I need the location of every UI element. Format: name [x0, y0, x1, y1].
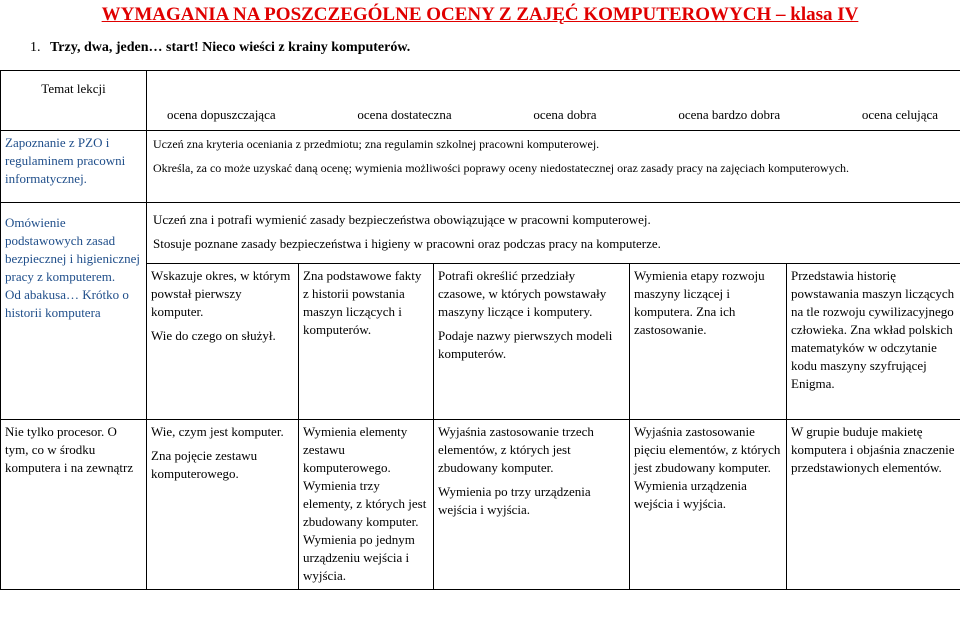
header-grade-3: ocena dobra — [533, 107, 597, 122]
grade-text: Wie, czym jest komputer. — [151, 424, 284, 439]
grade-cell: Przedstawia historię powstawania maszyn liczących na tle rozwoju cywilizacyjnego człowieka. Zna wkład polskich matematyków w odczytanie kodu maszyny szyfrującej Enigma. — [787, 264, 960, 420]
grade-text: Wymienia po trzy urządzenia wejścia i wyjścia. — [438, 484, 591, 517]
topic-cell: Zapoznanie z PZO i regulaminem pracowni informatycznej. — [1, 131, 147, 203]
grade-cell: W grupie buduje makietę komputera i objaśnia znaczenie przedstawionych elementów. — [787, 420, 960, 590]
document-title: WYMAGANIA NA POSZCZEGÓLNE OCENY Z ZAJĘĆ KOMPUTEROWYCH – klasa IV — [101, 4, 859, 25]
grade-cell — [147, 420, 299, 590]
header-grade-5: ocena celująca — [861, 107, 939, 122]
grade-cell: Zna podstawowe fakty z historii powstania maszyn liczących i komputerów. — [299, 264, 434, 420]
section-number: 1. — [30, 40, 41, 55]
topic-text: Od abakusa… Krótko o historii komputera — [5, 287, 129, 320]
grade-cell — [147, 264, 299, 420]
requirement-text: Określa, za co może uzyskać daną ocenę; wymienia możliwości poprawy oceny niedostatecznej oraz zasady pracy na zajęciach komputerowych. — [153, 161, 850, 175]
grade-text: Wyjaśnia zastosowanie trzech elementów, z których jest zbudowany komputer. — [438, 424, 594, 475]
requirement-cell — [147, 203, 960, 264]
grade-text: Potrafi określić przedziały czasowe, w których powstawały maszyny liczące i komputery. — [438, 268, 607, 319]
requirement-text: Uczeń zna i potrafi wymienić zasady bezpieczeństwa obowiązujące w pracowni komputerowej. — [153, 212, 651, 227]
grade-cell: Wyjaśnia zastosowanie pięciu elementów, z których jest zbudowany komputer. Wymienia urządzenia wejścia i wyjścia. — [630, 420, 787, 590]
header-topic: Temat lekcji — [1, 71, 147, 131]
section-title: Trzy, dwa, jeden… start! Nieco wieści z krainy komputerów. — [50, 40, 411, 55]
header-grade-2: ocena dostateczna — [357, 107, 452, 122]
requirements-table — [0, 70, 960, 590]
requirement-text: Uczeń zna kryteria oceniania z przedmiotu; zna regulamin szkolnej pracowni komputerowej. — [153, 137, 600, 151]
grade-cell — [434, 420, 630, 590]
grade-cell — [434, 264, 630, 420]
requirement-cell — [147, 131, 960, 203]
table-row — [1, 203, 960, 264]
header-grade-1: ocena dopuszczająca — [167, 107, 276, 122]
topic-cell — [1, 203, 147, 420]
grade-cell: Wymienia elementy zestawu komputerowego. Wymienia trzy elementy, z których jest zbudowany komputer. Wymienia po jednym urządzeniu wejścia i wyjścia. — [299, 420, 434, 590]
table-header-row — [1, 71, 960, 131]
header-grades — [147, 71, 960, 131]
grade-text: Zna pojęcie zestawu komputerowego. — [151, 448, 258, 481]
grade-text: Wskazuje okres, w którym powstał pierwszy komputer. — [151, 268, 291, 319]
table-row — [1, 420, 960, 590]
topic-cell: Nie tylko procesor. O tym, co w środku komputera i na zewnątrz — [1, 420, 147, 590]
grade-cell: Wymienia etapy rozwoju maszyny liczącej i komputera. Zna ich zastosowanie. — [630, 264, 787, 420]
header-grade-4: ocena bardzo dobra — [678, 107, 781, 122]
requirement-text: Stosuje poznane zasady bezpieczeństwa i higieny w pracowni oraz podczas pracy na komputerze. — [153, 236, 661, 251]
table-row — [1, 131, 960, 203]
topic-text: Omówienie podstawowych zasad bezpiecznej i higienicznej pracy z komputerem. — [5, 215, 140, 284]
grade-text: Wie do czego on służył. — [151, 328, 276, 343]
grade-text: Podaje nazwy pierwszych modeli komputerów. — [438, 328, 613, 361]
section-heading — [30, 40, 410, 56]
